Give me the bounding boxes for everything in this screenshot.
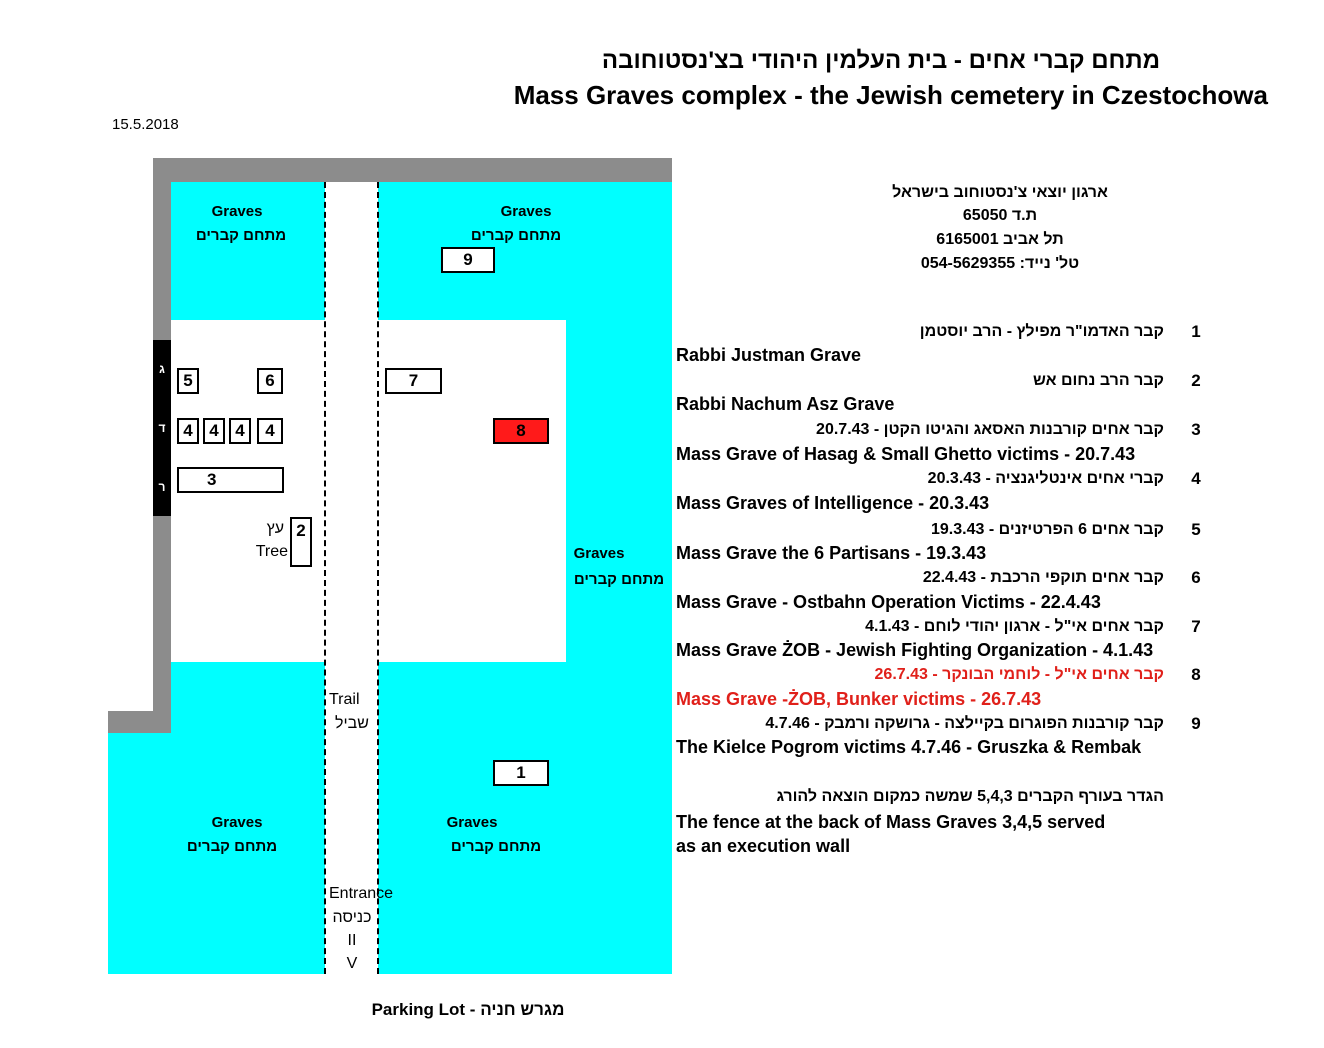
grave-marker-4b[interactable]: 4 — [203, 418, 225, 444]
entrance-arrow-shaft: II — [347, 932, 357, 949]
note-hebrew: הגדר בעורף הקברים 5,4,3 שמשה כמקום הוצאה להורג — [776, 788, 1164, 805]
wall-bottom-left — [108, 711, 171, 733]
trail-label-he: שביל — [335, 715, 369, 732]
legend-num-9: 9 — [1191, 714, 1201, 733]
legend-en-3: Mass Grave of Hasag & Small Ghetto victims - 20.7.43 — [676, 444, 1136, 464]
title-hebrew: מתחם קברי אחים - בית העלמין היהודי בצ'נסטוחובה — [601, 47, 1160, 74]
entrance-label-en: Entrance — [329, 885, 394, 902]
execution-fence — [153, 340, 171, 516]
legend-num-1: 1 — [1191, 322, 1201, 341]
trail-left-line — [324, 182, 326, 974]
org-phone: טל' נייד: 054-5629355 — [920, 255, 1080, 272]
legend-en-1: Rabbi Justman Grave — [676, 345, 862, 365]
org-name: ארגון יוצאי צ'נסטוחוב בישראל — [892, 184, 1108, 201]
legend-num-2: 2 — [1191, 371, 1201, 390]
graves-label-mid-he: מתחם קברים — [573, 571, 665, 588]
grave-marker-2[interactable]: 2 — [290, 517, 312, 567]
grave-marker-7[interactable]: 7 — [385, 368, 442, 394]
title-english: Mass Graves complex - the Jewish cemetery in Czestochowa — [513, 80, 1268, 110]
legend-en-7: Mass Grave ŻOB - Jewish Fighting Organization - 4.1.43 — [676, 640, 1154, 660]
grave-marker-4a[interactable]: 4 — [177, 418, 199, 444]
grave-marker-4d[interactable]: 4 — [257, 418, 283, 444]
legend-num-3: 3 — [1191, 420, 1201, 439]
graves-label-tl-he: מתחם קברים — [195, 227, 287, 244]
graves-label-mid-en: Graves — [573, 545, 625, 562]
org-pobox: ת.ד 65050 — [962, 207, 1038, 224]
legend-he-2: קבר הרב נחום אש — [1033, 372, 1164, 389]
legend-en-8: Mass Grave -ŻOB, Bunker victims - 26.7.43 — [676, 689, 1042, 709]
legend-en-2: Rabbi Nachum Asz Grave — [676, 394, 895, 414]
legend-num-5: 5 — [1191, 520, 1201, 539]
graves-label-tl-en: Graves — [211, 203, 263, 220]
legend-en-5: Mass Grave the 6 Partisans - 19.3.43 — [676, 543, 987, 563]
fence-letter-1: ג — [159, 362, 165, 377]
fence-letter-3: ר — [158, 479, 166, 494]
legend-en-9: The Kielce Pogrom victims 4.7.46 - Gruszka & Rembak — [676, 737, 1142, 757]
grave-marker-1[interactable]: 1 — [493, 760, 549, 786]
graves-label-br-he: מתחם קברים — [450, 838, 542, 855]
fence-letter-2: ד — [158, 420, 166, 435]
graves-label-tr-he: מתחם קברים — [470, 227, 562, 244]
grave-marker-4c[interactable]: 4 — [229, 418, 251, 444]
legend-num-8: 8 — [1191, 665, 1201, 684]
legend-num-7: 7 — [1191, 617, 1201, 636]
wall-top — [153, 158, 672, 182]
legend-he-9: קבר קורבנות הפוגרום בקיילצה - גרושקה ורמבק - 4.7.46 — [765, 715, 1164, 732]
legend-num-6: 6 — [1191, 568, 1201, 587]
legend-num-4: 4 — [1191, 469, 1201, 488]
grave-marker-5[interactable]: 5 — [177, 368, 199, 394]
legend-he-5: קבר אחים 6 הפרטיזנים - 19.3.43 — [931, 521, 1164, 538]
org-city: תל אביב 6165001 — [936, 231, 1064, 248]
grave-marker-3[interactable]: 3 — [177, 467, 284, 493]
legend-he-4: קברי אחים אינטליגנציה - 20.3.43 — [927, 470, 1164, 487]
tree-label-he: עץ — [266, 520, 284, 537]
graves-label-br-en: Graves — [446, 814, 498, 831]
legend-he-3: קבר אחים קורבנות האסאג והגיטו הקטן - 20.7.43 — [816, 421, 1164, 438]
legend-he-6: קבר אחים תוקפי הרכבת - 22.4.43 — [922, 569, 1164, 586]
graves-label-tr-en: Graves — [500, 203, 552, 220]
graves-area-bottom-left-upper — [171, 662, 325, 733]
entrance-label-he: כניסה — [332, 909, 372, 926]
entrance-arrow-head: V — [346, 955, 358, 972]
legend-he-8: קבר אחים אי"ל - לוחמי הבונקר - 26.7.43 — [874, 666, 1164, 683]
legend-he-7: קבר אחים אי"ל - ארגון יהודי לוחם - 4.1.43 — [865, 618, 1164, 635]
trail-right-line — [377, 182, 379, 974]
grave-marker-8[interactable]: 8 — [493, 418, 549, 444]
tree-label-en: Tree — [255, 543, 288, 560]
trail-label-en: Trail — [329, 691, 360, 708]
legend-en-6: Mass Grave - Ostbahn Operation Victims - 22.4.43 — [676, 592, 1101, 612]
legend-en-4: Mass Graves of Intelligence - 20.3.43 — [676, 493, 990, 513]
date: 15.5.2018 — [112, 116, 179, 133]
note-english-2: as an execution wall — [676, 836, 851, 856]
grave-marker-9[interactable]: 9 — [441, 247, 495, 273]
legend-he-1: קבר האדמו"ר מפילץ - הרב יוסטמן — [919, 323, 1164, 340]
graves-label-bl-en: Graves — [211, 814, 263, 831]
graves-label-bl-he: מתחם קברים — [186, 838, 278, 855]
note-english-1: The fence at the back of Mass Graves 3,4,5 served — [676, 812, 1106, 832]
grave-marker-6[interactable]: 6 — [257, 368, 283, 394]
parking-lot-label: Parking Lot - מגרש חניה — [371, 1000, 565, 1019]
